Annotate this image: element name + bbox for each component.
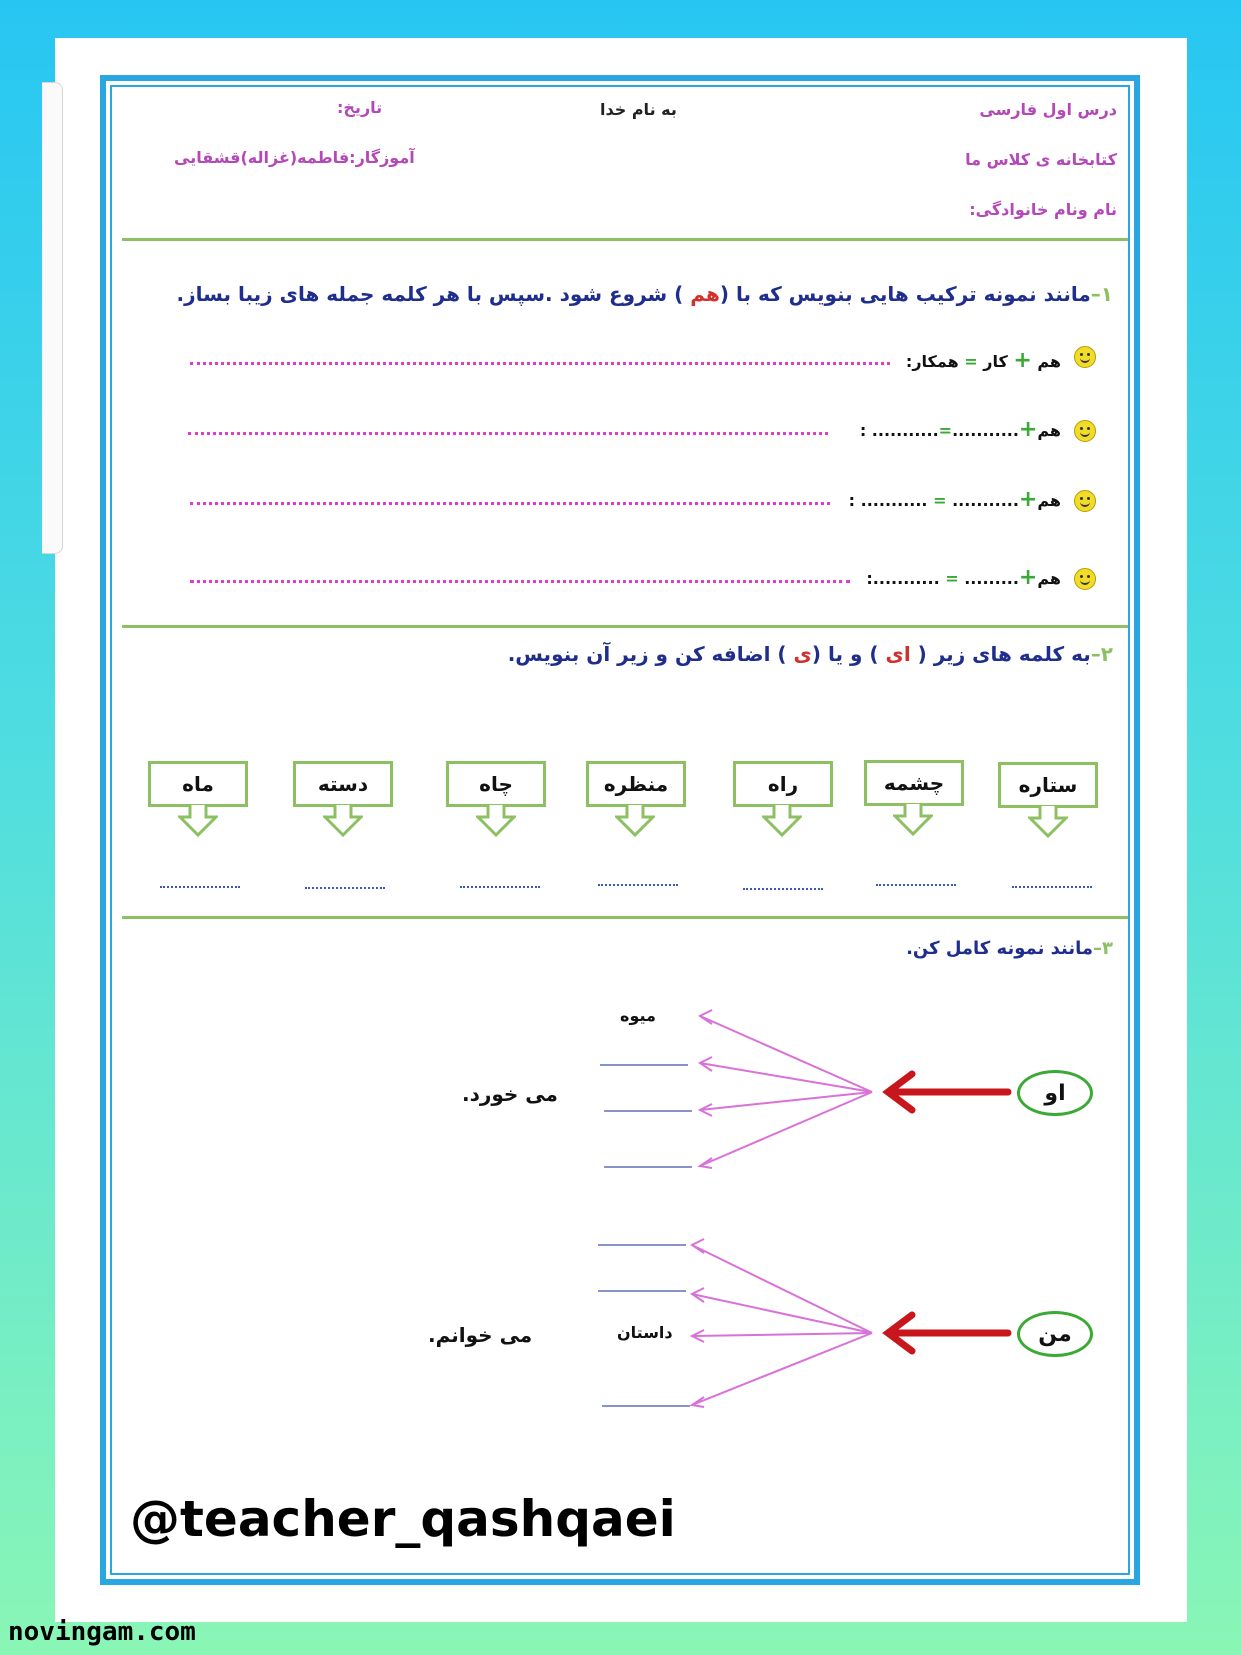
example-word: داستان — [617, 1323, 673, 1342]
answer-line[interactable] — [598, 1244, 686, 1246]
teacher-name: آموزگار:فاطمه(غزاله)قشقایی — [174, 148, 415, 167]
answer-line[interactable] — [602, 1405, 690, 1407]
answer-line[interactable] — [600, 1064, 688, 1066]
q3-title: ۳–مانند نمونه کامل کن. — [906, 938, 1113, 959]
word-box: راه — [733, 761, 833, 807]
answer-line[interactable] — [604, 1110, 692, 1112]
watermark-handle: @teacher_qashqaei — [130, 1490, 676, 1548]
lesson-title: درس اول فارسی — [979, 100, 1117, 119]
q1-row: هم+...........=........... : — [859, 417, 1061, 442]
word-box: ماه — [148, 761, 248, 807]
example-word: میوه — [620, 1006, 656, 1025]
verb-text: می خورد. — [462, 1082, 558, 1106]
q3-number: ۳– — [1093, 938, 1113, 959]
date-label: تاریخ: — [337, 98, 383, 117]
word-box: منظره — [586, 761, 686, 807]
verb-text: می خوانم. — [428, 1323, 533, 1347]
student-name-label: نام ونام خانوادگی: — [969, 200, 1117, 219]
q1-title: ۱–مانند نمونه ترکیب هایی بنویس که با (هم ) شروع شود .سپس با هر کلمه جمله های زیبا بساز. — [176, 282, 1113, 306]
q1-row: هم+......... = ...........: — [866, 565, 1061, 590]
word-box: چشمه — [864, 760, 964, 806]
answer-line[interactable] — [598, 1290, 686, 1292]
q1-example: هم + کار = همکار: — [905, 348, 1061, 373]
word-box: ستاره — [998, 762, 1098, 808]
subject-circle: من — [1017, 1311, 1093, 1357]
word-box: چاه — [446, 761, 546, 807]
bismillah: به نام خدا — [600, 100, 677, 119]
site-watermark: novingam.com — [8, 1617, 196, 1647]
q2-title: ۲–به کلمه های زیر ( ای ) و یا (ی ) اضافه کن و زیر آن بنویس. — [507, 642, 1113, 666]
q1-row: هم+........... = ........... : — [848, 487, 1061, 512]
q2-number: ۲– — [1090, 642, 1113, 666]
subject-circle: او — [1017, 1070, 1093, 1116]
q1-number: ۱– — [1090, 282, 1113, 306]
word-box: دسته — [293, 761, 393, 807]
answer-line[interactable] — [604, 1166, 692, 1168]
topic-title: کتابخانه ی کلاس ما — [965, 150, 1117, 169]
